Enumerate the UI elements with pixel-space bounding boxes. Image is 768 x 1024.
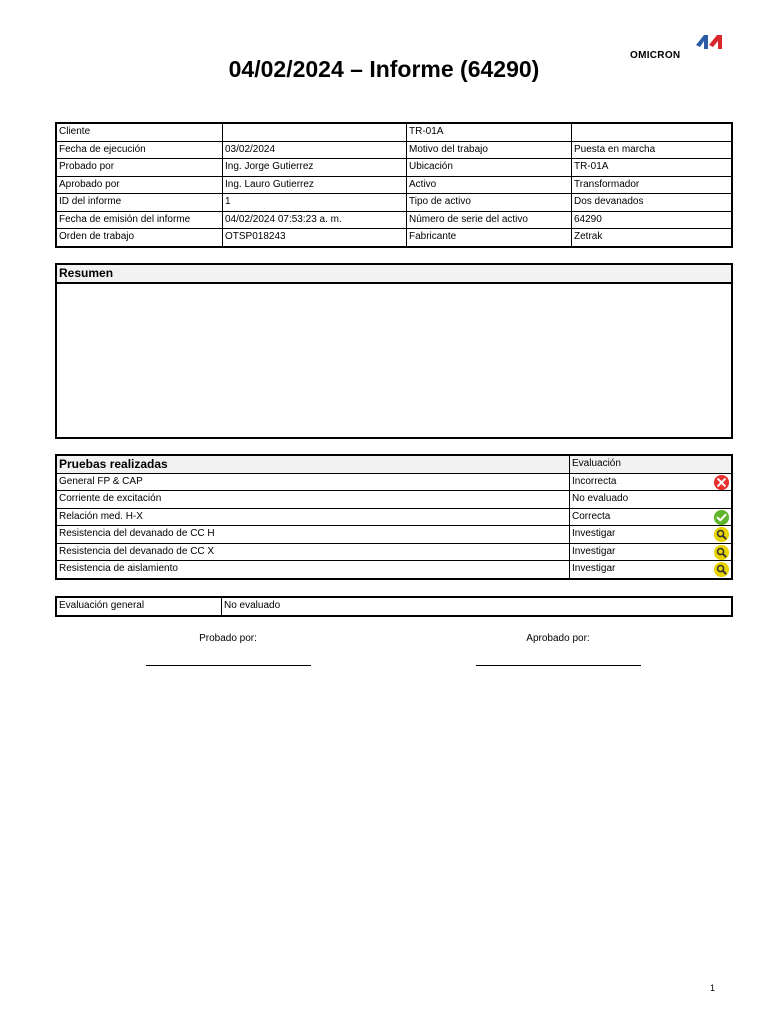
check-icon <box>713 509 730 526</box>
info-label: Orden de trabajo <box>56 229 223 247</box>
info-value: 03/02/2024 <box>223 141 407 159</box>
test-evaluation <box>570 491 733 509</box>
omicron-logo-mark-icon <box>694 33 724 51</box>
tests-table <box>55 454 733 580</box>
info-value: TR-01A <box>572 159 733 177</box>
info-value: 64290 <box>572 211 733 229</box>
tests-header-row <box>56 455 732 473</box>
evaluation-header: Evaluación <box>570 455 733 473</box>
table-row <box>56 176 732 194</box>
info-value: Ing. Jorge Gutierrez <box>223 159 407 177</box>
test-evaluation <box>570 543 733 561</box>
logo-text: OMICRON <box>630 50 681 61</box>
test-name: Relación med. H-X <box>56 508 570 526</box>
tested-by-label: Probado por: <box>199 633 257 644</box>
info-label: Número de serie del activo <box>407 211 572 229</box>
info-value: 04/02/2024 07:53:23 a. m. <box>223 211 407 229</box>
table-row <box>56 543 732 561</box>
test-name: General FP & CAP <box>56 473 570 491</box>
page-number: 1 <box>710 983 716 993</box>
test-evaluation <box>570 561 733 579</box>
info-value: Puesta en marcha <box>572 141 733 159</box>
test-evaluation-text: No evaluado <box>572 493 629 505</box>
test-evaluation-text: Investigar <box>572 545 616 557</box>
investigate-icon <box>713 561 730 578</box>
info-label: Tipo de activo <box>407 194 572 212</box>
table-row <box>56 229 732 247</box>
info-label: Activo <box>407 176 572 194</box>
table-row <box>56 211 732 229</box>
table-row <box>56 561 732 579</box>
investigate-icon <box>713 544 730 561</box>
test-evaluation <box>570 473 733 491</box>
test-evaluation-text: Incorrecta <box>572 475 617 487</box>
test-evaluation-text: Investigar <box>572 563 616 575</box>
summary-title: Resumen <box>57 265 731 284</box>
test-evaluation-text: Correcta <box>572 510 611 522</box>
test-evaluation <box>570 508 733 526</box>
info-label: Fabricante <box>407 229 572 247</box>
info-label: ID del informe <box>56 194 223 212</box>
table-row <box>56 123 732 141</box>
overall-evaluation-value: No evaluado <box>222 597 733 616</box>
info-value: Dos devanados <box>572 194 733 212</box>
table-row <box>56 526 732 544</box>
test-name: Corriente de excitación <box>56 491 570 509</box>
info-value: OTSP018243 <box>223 229 407 247</box>
info-label: Fecha de emisión del informe <box>56 211 223 229</box>
table-row <box>56 597 732 616</box>
info-value <box>572 123 733 141</box>
info-value: Zetrak <box>572 229 733 247</box>
error-icon <box>713 474 730 491</box>
info-label: Fecha de ejecución <box>56 141 223 159</box>
table-row <box>56 508 732 526</box>
info-label: TR-01A <box>407 123 572 141</box>
test-name: Resistencia de aislamiento <box>56 561 570 579</box>
info-label: Cliente <box>56 123 223 141</box>
approved-by-label: Aprobado por: <box>526 633 590 644</box>
table-row <box>56 491 732 509</box>
table-row <box>56 141 732 159</box>
info-value: Ing. Lauro Gutierrez <box>223 176 407 194</box>
info-label: Aprobado por <box>56 176 223 194</box>
info-value: Transformador <box>572 176 733 194</box>
tested-by-signature-line <box>146 665 311 666</box>
page-title: 04/02/2024 – Informe (64290) <box>228 56 540 82</box>
info-value: 1 <box>223 194 407 212</box>
info-value <box>223 123 407 141</box>
info-label: Ubicación <box>407 159 572 177</box>
table-row <box>56 473 732 491</box>
overall-evaluation-table <box>55 596 733 617</box>
test-name: Resistencia del devanado de CC X <box>56 543 570 561</box>
test-evaluation <box>570 526 733 544</box>
table-row <box>56 159 732 177</box>
summary-box <box>55 263 733 439</box>
overall-evaluation-label: Evaluación general <box>56 597 222 616</box>
approved-by-signature-line <box>476 665 641 666</box>
test-name: Resistencia del devanado de CC H <box>56 526 570 544</box>
test-evaluation-text: Investigar <box>572 528 616 540</box>
investigate-icon <box>713 526 730 543</box>
tests-title: Pruebas realizadas <box>56 455 570 473</box>
report-info-table <box>55 122 733 248</box>
table-row <box>56 194 732 212</box>
info-label: Motivo del trabajo <box>407 141 572 159</box>
info-label: Probado por <box>56 159 223 177</box>
